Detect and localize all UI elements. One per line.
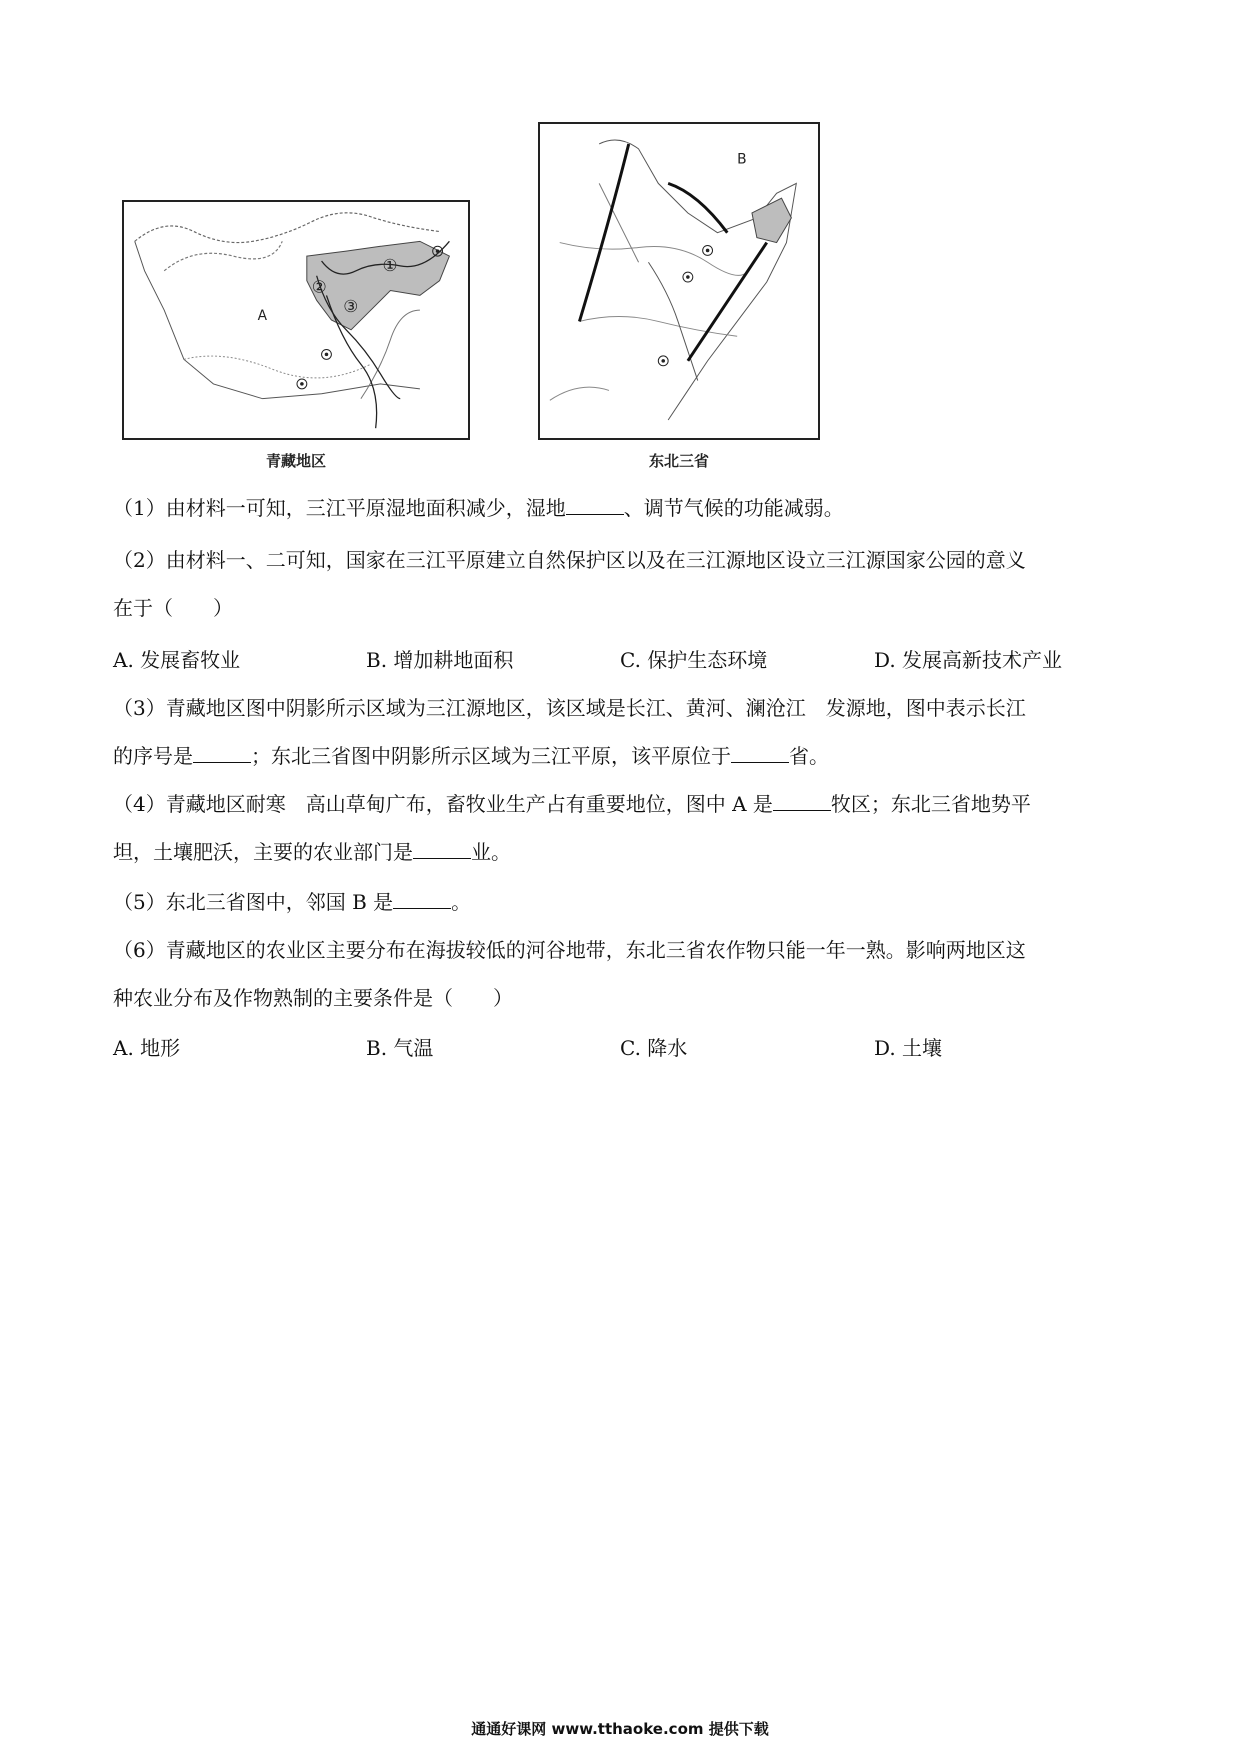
q3-text-a: 的序号是	[113, 744, 193, 768]
label-a: A	[257, 308, 268, 324]
q3-text-b: ；东北三省图中阴影所示区域为三江平原，该平原位于	[251, 744, 731, 768]
question-4-line2	[113, 838, 511, 866]
q3-text-c: 省。	[789, 744, 829, 768]
q1-text-b: 、调节气候的功能减弱。	[623, 496, 844, 520]
question-2-line1	[113, 546, 1026, 574]
q1-blank[interactable]	[566, 494, 624, 515]
q3-blank-2[interactable]	[731, 742, 789, 763]
question-3-line2	[113, 742, 829, 770]
q2-text-line1: 由材料一、二可知，国家在三江平原建立自然保护区以及在三江源地区设立三江源国家公园的意义	[165, 548, 1026, 572]
q6-text-line1: 青藏地区的农业区主要分布在海拔较低的河谷地带，东北三省农作物只能一年一熟。影响两地区这	[165, 938, 1026, 962]
marker-3: ③	[343, 296, 359, 317]
q6-option-d[interactable]: D. 土壤	[874, 1036, 943, 1060]
question-3-line1	[113, 694, 1026, 722]
q5-text-b: 。	[451, 890, 472, 914]
q2-option-c[interactable]: C. 保护生态环境	[620, 648, 768, 672]
question-6-line1	[113, 936, 1026, 964]
q4-text-a: 青藏地区耐寒 高山草甸广布，畜牧业生产占有重要地位，图中 A 是	[165, 792, 773, 816]
q1-num: （1）	[113, 496, 166, 520]
q2-option-b[interactable]: B. 增加耕地面积	[366, 648, 514, 672]
q6-option-c[interactable]: C. 降水	[620, 1036, 688, 1060]
q4-text-b: 牧区；东北三省地势平	[830, 792, 1031, 816]
qingzang-caption: 青藏地区	[265, 452, 326, 470]
label-b: B	[737, 151, 747, 168]
q2-option-d[interactable]: D. 发展高新技术产业	[874, 648, 1063, 672]
marker-2: ②	[311, 276, 327, 297]
q5-text-a: 东北三省图中，邻国 B 是	[165, 890, 394, 914]
question-1	[113, 494, 844, 522]
q1-text-a: 由材料一可知，三江平原湿地面积减少，湿地	[165, 496, 566, 520]
qingzang-map-drawing	[124, 202, 468, 438]
q5-blank[interactable]	[393, 888, 451, 909]
q2-text-line2: 在于（ ）	[113, 596, 233, 620]
q2-num: （2）	[113, 548, 166, 572]
q4-text-c: 坦，土壤肥沃，主要的农业部门是	[113, 840, 413, 864]
q3-num: （3）	[113, 696, 166, 720]
q6-option-b[interactable]: B. 气温	[366, 1036, 434, 1060]
q4-num: （4）	[113, 792, 166, 816]
dongbei-map	[538, 122, 820, 440]
q6-num: （6）	[113, 938, 166, 962]
q6-text-line2: 种农业分布及作物熟制的主要条件是（ ）	[113, 986, 513, 1010]
q4-text-d: 业。	[471, 840, 511, 864]
question-2-line2	[113, 594, 233, 622]
q3-text-line1: 青藏地区图中阴影所示区域为三江源地区，该区域是长江、黄河、澜沧江 发源地，图中表示长江	[165, 696, 1026, 720]
q4-blank-1[interactable]	[773, 790, 831, 811]
page-footer: 通通好课网 www.tthaoke.com 提供下载	[471, 1720, 769, 1738]
q4-blank-2[interactable]	[413, 838, 471, 859]
marker-1: ①	[382, 254, 398, 275]
dongbei-map-drawing	[540, 124, 818, 438]
q2-option-a[interactable]: A. 发展畜牧业	[113, 648, 241, 672]
question-4-line1	[113, 790, 1031, 818]
dongbei-caption: 东北三省	[648, 452, 709, 470]
q6-option-a[interactable]: A. 地形	[113, 1036, 181, 1060]
qingzang-map	[122, 200, 470, 440]
q5-num: （5）	[113, 890, 166, 914]
q3-blank-1[interactable]	[193, 742, 251, 763]
question-5	[113, 888, 471, 916]
question-6-line2	[113, 984, 513, 1012]
